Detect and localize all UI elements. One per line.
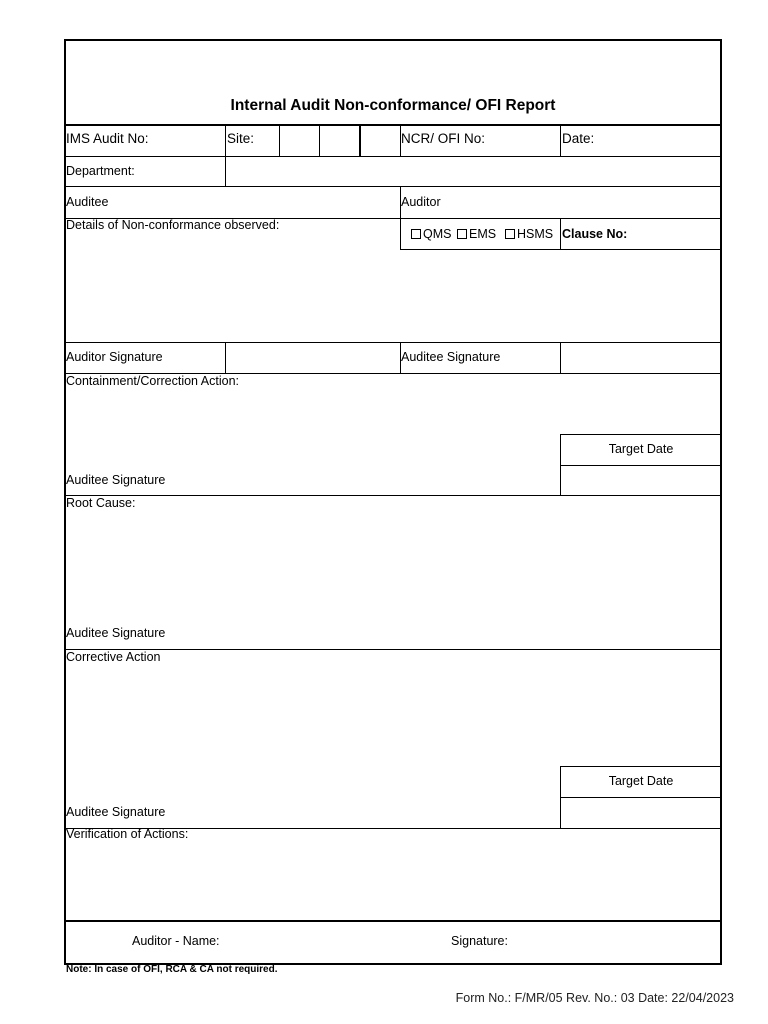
clause-no-label: Clause No: [562, 227, 628, 241]
checkbox-icon[interactable] [505, 229, 515, 239]
row-divider-verification [64, 920, 722, 922]
col-divider-date [560, 125, 561, 156]
row-divider-root-cause [64, 649, 722, 650]
target-date-label-1: Target Date [608, 442, 674, 456]
checkbox-qms[interactable] [411, 227, 451, 241]
col-divider-site [225, 125, 226, 156]
target-date-box-mid-1 [560, 465, 722, 466]
site-label: Site: [227, 131, 255, 146]
target-date-box-top-2 [560, 766, 722, 767]
target-date-box-top-1 [560, 434, 722, 435]
corrective-action-label: Corrective Action [66, 650, 161, 664]
row-divider-details [64, 342, 722, 343]
auditee-label: Auditee [66, 195, 109, 209]
target-date-label-2: Target Date [608, 774, 674, 788]
ims-audit-no-label: IMS Audit No: [66, 131, 149, 146]
audit-report-form [64, 39, 722, 965]
col-divider-auditee-sig-value [560, 342, 561, 373]
form-note: Note: In case of OFI, RCA & CA not required. [66, 964, 278, 975]
auditee-signature-label-corrective: Auditee Signature [66, 805, 166, 819]
auditor-name-label: Auditor - Name: [132, 934, 220, 948]
row-divider-department [64, 186, 722, 187]
auditor-signature-label: Auditor Signature [66, 350, 163, 364]
report-title: Internal Audit Non-conformance/ OFI Report [230, 97, 556, 114]
checkbox-icon[interactable] [457, 229, 467, 239]
col-divider-box2 [319, 125, 320, 156]
verification-label: Verification of Actions: [66, 827, 189, 841]
auditor-label: Auditor [401, 195, 441, 209]
date-label: Date: [562, 131, 595, 146]
checkbox-ems[interactable] [457, 227, 496, 241]
signature-label: Signature: [451, 934, 508, 948]
target-date-box-mid-2 [560, 797, 722, 798]
col-divider-clause [560, 218, 561, 249]
auditee-signature-label-top: Auditee Signature [401, 350, 501, 364]
checkbox-hsms[interactable] [505, 227, 553, 241]
checkbox-ems-label: EMS [469, 227, 497, 241]
checkbox-icon[interactable] [411, 229, 421, 239]
col-divider-department [225, 156, 226, 186]
ncr-ofi-no-label: NCR/ OFI No: [401, 131, 486, 146]
row-divider-containment [64, 495, 722, 496]
department-label: Department: [66, 164, 135, 178]
title-divider [64, 124, 722, 126]
root-cause-label: Root Cause: [66, 496, 136, 510]
form-number: Form No.: F/MR/05 Rev. No.: 03 Date: 22/04/2023 [455, 991, 734, 1005]
checkbox-qms-label: QMS [423, 227, 452, 241]
row-divider-header [64, 156, 722, 157]
checkbox-row-bottom [400, 249, 722, 250]
auditee-signature-label-root-cause: Auditee Signature [66, 626, 166, 640]
containment-label: Containment/Correction Action: [66, 374, 240, 388]
details-label: Details of Non-conformance observed: [66, 218, 280, 232]
auditee-signature-label-containment: Auditee Signature [66, 473, 166, 487]
col-divider-box1 [279, 125, 280, 156]
col-divider-auditor-sig [225, 342, 226, 373]
col-divider-box3 [359, 125, 361, 156]
checkbox-hsms-label: HSMS [517, 227, 554, 241]
